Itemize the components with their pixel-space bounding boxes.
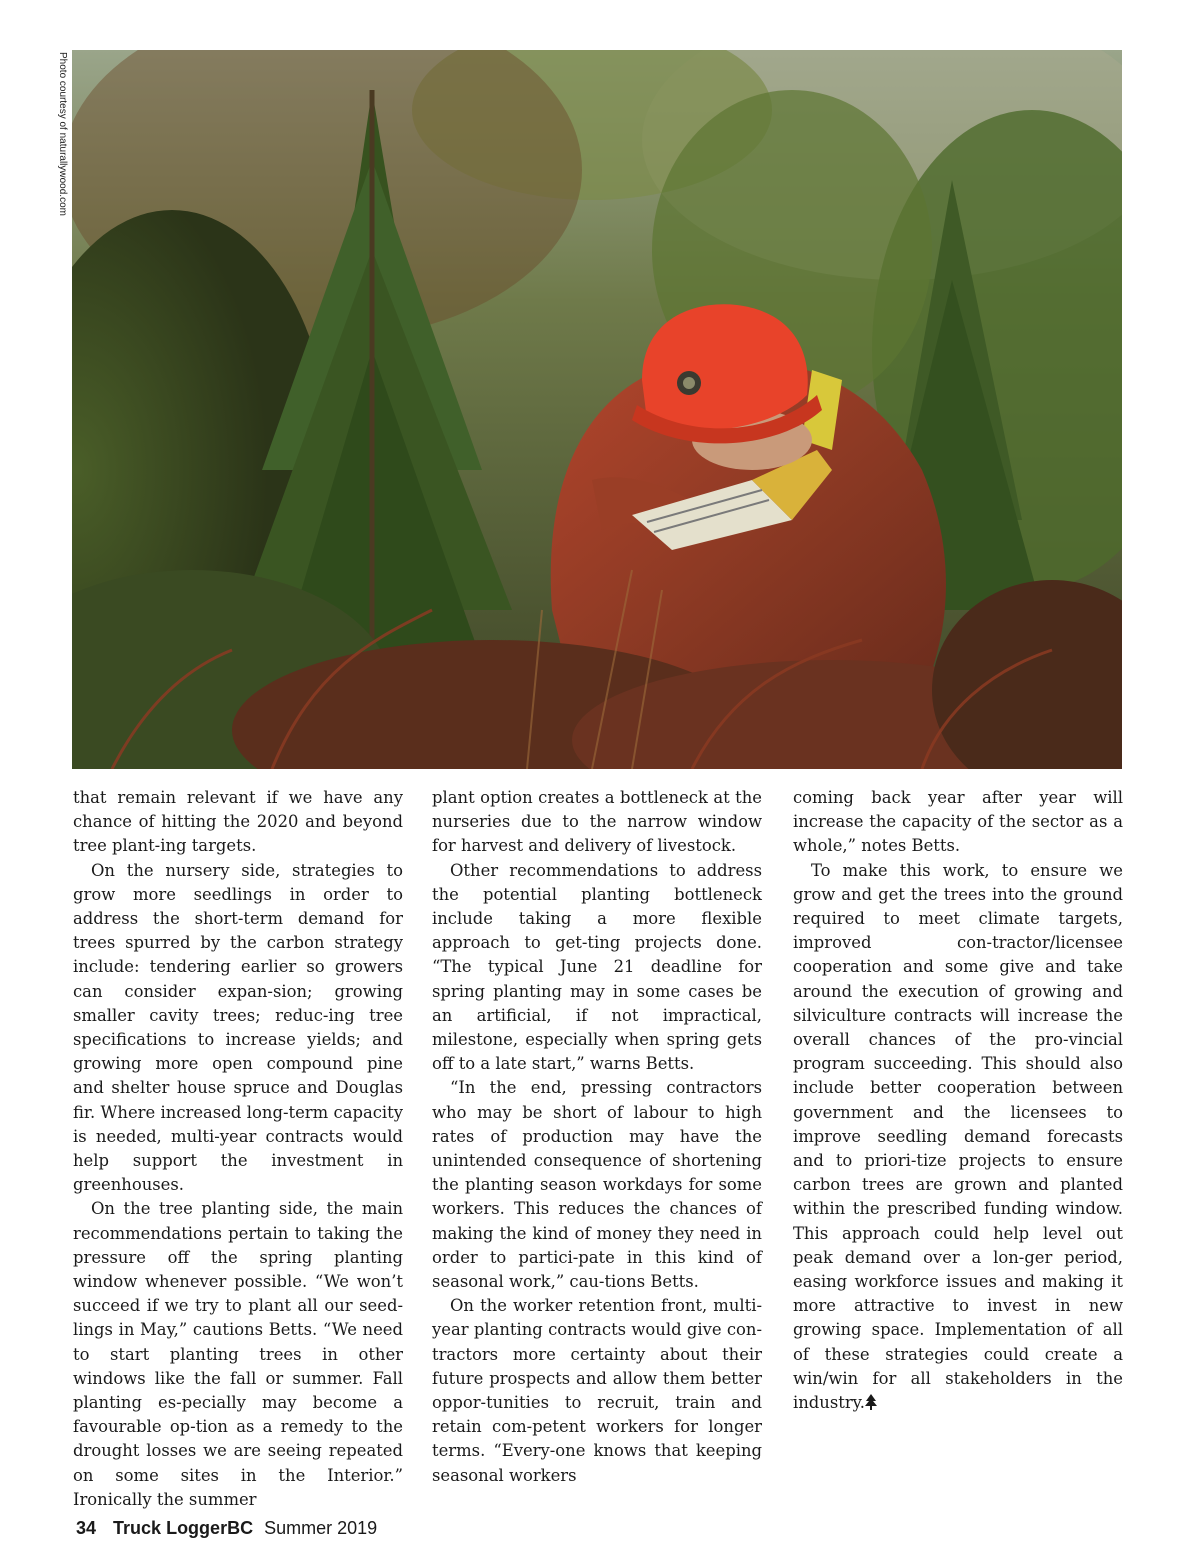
article-column-1 — [73, 786, 403, 1512]
paragraph-final — [793, 859, 1123, 1416]
paragraph: On the nursery side, strategies to grow more seedlings in order to address the short-term demand for trees spurred by the carbon strategy include: tendering earlier so growers can consider expan-sion; growing smaller cavity trees; reduc-ing tree specifications to increase yields; and growing more open compound pine and shelter house spruce and Douglas fir. Where increased long-term capacity is needed, multi-year contracts would help support the investment in greenhouses. — [73, 860, 403, 1195]
paragraph: plant option creates a bottleneck at the nurseries due to the narrow window for harvest and delivery of livestock. — [432, 788, 762, 856]
paragraph: coming back year after year will increase the capacity of the sector as a whole,” notes Betts. — [793, 788, 1123, 856]
article-column-3 — [793, 786, 1123, 1415]
paragraph: On the tree planting side, the main recommendations pertain to taking the pressure off the spring planting window whenever possible. “We won’t succeed if we try to plant all our seed-lings in May,” cautions Betts. “We need to start planting trees in other windows like the fall or summer. Fall planting es-pecially may become a favourable op-tion as a remedy to the drought losses we are seeing repeated on some sites in the Interior.” Ironically the summer — [73, 1199, 403, 1509]
paragraph: On the worker retention front, multi-year planting contracts would give con-tractors more certainty about their future prospects and allow them better oppor-tunities to recruit, train and retain com-petent workers for longer terms. “Every-one knows that keeping seasonal workers — [432, 1296, 762, 1485]
article-column-2 — [432, 786, 762, 1488]
page-footer — [76, 1518, 377, 1542]
page-number: 34 — [76, 1518, 97, 1538]
issue-label: Summer 2019 — [264, 1518, 378, 1538]
article-photo — [72, 50, 1122, 769]
tree-end-mark-icon — [865, 1394, 877, 1410]
paragraph-text: To make this work, to ensure we grow and get the trees into the ground required to meet climate targets, improved con-tractor/licensee cooperation and some give and take around the execution of growing and silviculture contracts will increase the overall chances of the pro-vincial program succeeding. This should also include better cooperation between government and the licensees to improve seedling demand forecasts and to priori-tize projects to ensure carbon trees are grown and planted within the prescribed funding window. This approach could help level out peak demand over a lon-ger period, easing workforce issues and making it more attractive to invest in new growing space. Implementation of all of these strategies could create a win/win for all stakeholders in the industry. — [793, 860, 1123, 1413]
paragraph: that remain relevant if we have any chance of hitting the 2020 and beyond tree plant-ing targets. — [73, 788, 403, 856]
photo-credit: Photo courtesy of naturallywood.com — [57, 52, 68, 216]
magazine-name: Truck LoggerBC — [113, 1518, 254, 1538]
forestry-worker-illustration — [72, 50, 1122, 769]
paragraph: Other recommendations to address the potential planting bottleneck include taking a more flexible approach to get-ting projects done. “The typical June 21 deadline for spring planting may in some cases be an artificial, if not impractical, milestone, especially when spring gets off to a late start,” warns Betts. — [432, 860, 762, 1074]
paragraph: “In the end, pressing contractors who may be short of labour to high rates of production may have the unintended consequence of shortening the planting season workdays for some workers. This reduces the chances of making the kind of money they need in order to partici-pate in this kind of seasonal work,” cau-tions Betts. — [432, 1078, 762, 1292]
